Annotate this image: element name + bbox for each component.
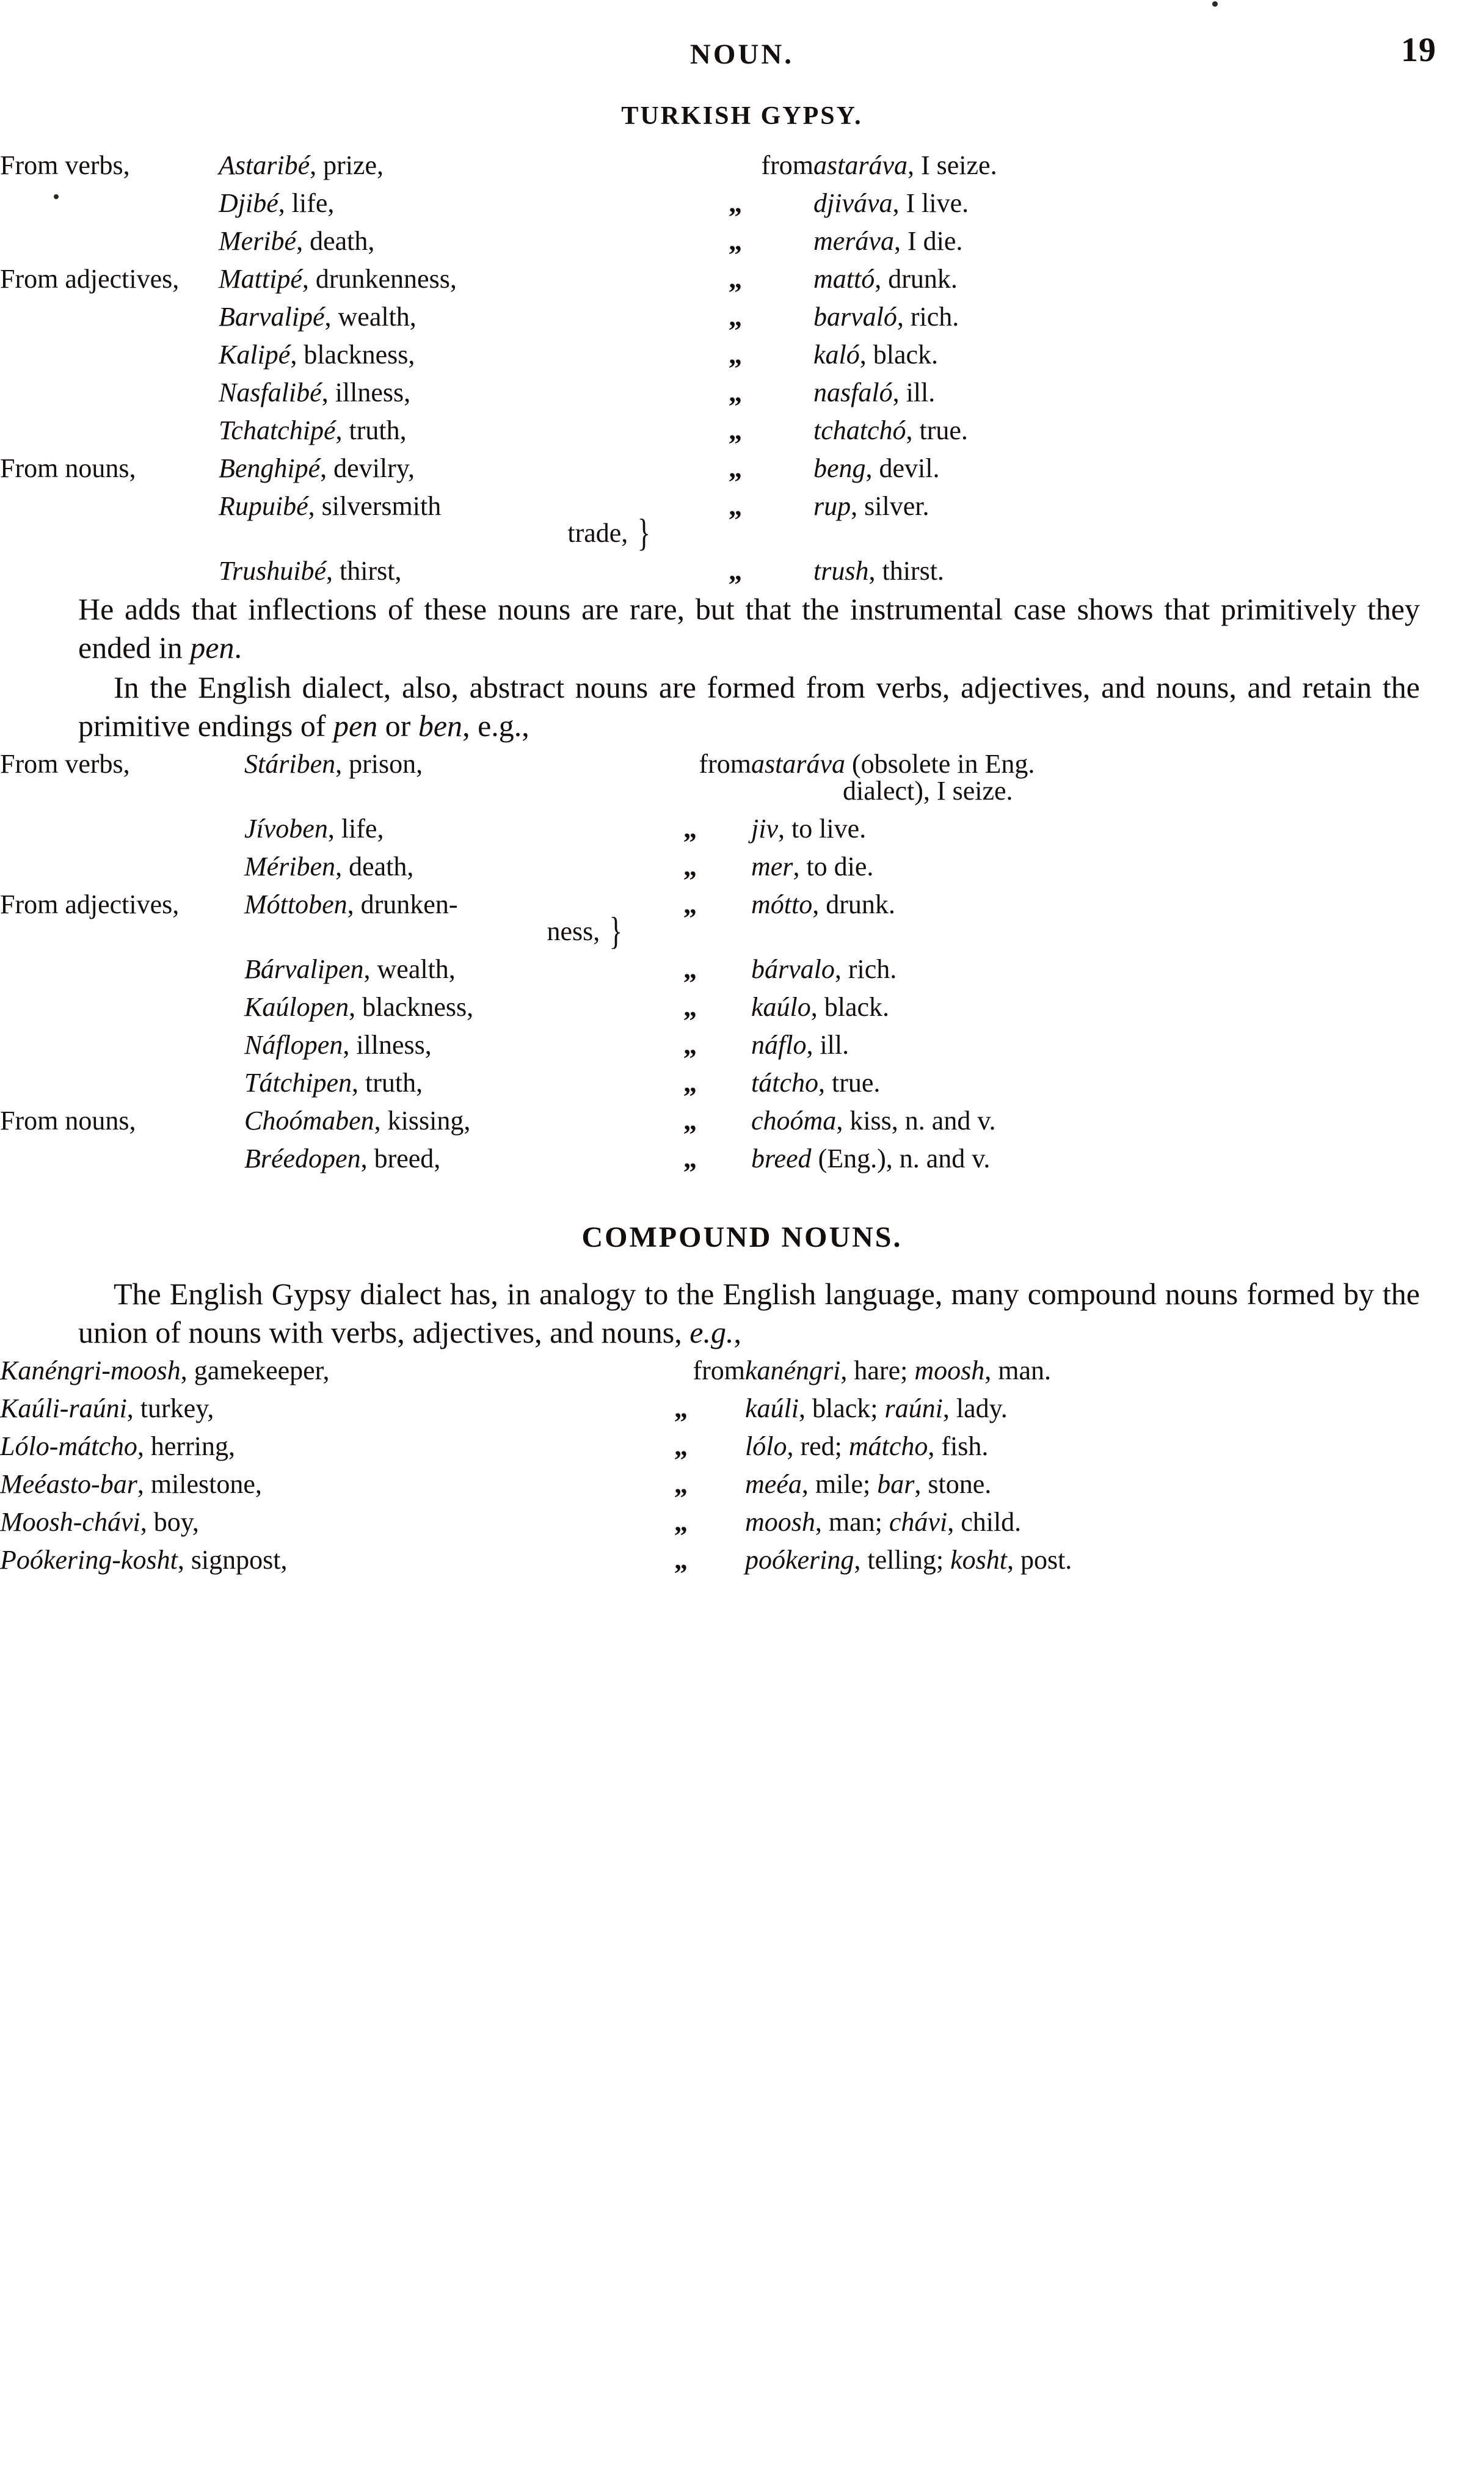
- row-category: [0, 487, 219, 552]
- table-row: [0, 412, 1180, 450]
- table-row: [0, 988, 1215, 1026]
- row-source: kaúlo, black.: [751, 992, 890, 1022]
- section-heading-compound-nouns: [0, 1221, 1484, 1254]
- row-source: rup, silver.: [813, 491, 929, 521]
- row-category: [0, 848, 244, 886]
- stray-mark-icon: [1212, 1, 1218, 7]
- row-from-marker: „: [683, 852, 697, 881]
- table-row: [0, 298, 1180, 336]
- row-category: [0, 336, 219, 374]
- row-term: Choómaben, kissing,: [244, 1106, 471, 1136]
- row-source: tátcho, true.: [751, 1068, 881, 1098]
- row-term: Móttoben, drunken- ness, }: [244, 889, 623, 952]
- row-term: Meéasto-bar, milestone,: [0, 1469, 262, 1499]
- table-row: [0, 951, 1215, 988]
- row-source: djiváva, I live.: [813, 188, 969, 218]
- row-source: astaráva, I seize.: [813, 150, 997, 180]
- row-term: Náflopen, illness,: [244, 1030, 432, 1060]
- compound-nouns-label: COMPOUND NOUNS.: [581, 1221, 903, 1253]
- para2-text-b: , e.g.,: [462, 709, 529, 743]
- para2-italic-pen: pen: [333, 709, 378, 743]
- row-category: [0, 222, 219, 260]
- row-category: From verbs,: [0, 749, 130, 779]
- row-term: Tátchipen, truth,: [244, 1068, 423, 1098]
- row-from-marker: from: [699, 749, 751, 779]
- row-from-marker: „: [683, 992, 697, 1022]
- table-row: [0, 1428, 1356, 1465]
- row-term: Kaúli-raúni, turkey,: [0, 1393, 214, 1423]
- para1-italic: pen: [190, 630, 235, 665]
- row-term: Kanéngri-moosh, gamekeeper,: [0, 1356, 330, 1385]
- row-category: [0, 988, 244, 1026]
- paragraph-english-dialect: [0, 668, 1484, 745]
- row-term: Kaúlopen, blackness,: [244, 992, 474, 1022]
- para3-end: ,: [733, 1315, 741, 1349]
- row-from-marker: from: [761, 150, 813, 180]
- running-head: [0, 0, 1484, 79]
- row-from-marker: „: [683, 954, 697, 984]
- table-row: [0, 147, 1180, 184]
- row-source: nasfaló, ill.: [813, 378, 936, 407]
- row-term: Poókering-kosht, signpost,: [0, 1545, 288, 1575]
- row-term: Stáriben, prison,: [244, 749, 423, 779]
- row-source: jiv, to live.: [751, 814, 867, 844]
- row-term: Astaribé, prize,: [219, 150, 384, 180]
- row-source: breed (Eng.), n. and v.: [751, 1144, 991, 1173]
- page-number: 19: [1401, 31, 1436, 69]
- row-from-marker: „: [729, 415, 742, 445]
- row-category: [0, 810, 244, 848]
- row-term: Bárvalipen, wealth,: [244, 954, 456, 984]
- row-category: [0, 552, 219, 590]
- table-row: [0, 745, 1215, 810]
- row-term: Tchatchipé, truth,: [219, 415, 407, 445]
- paragraph-compound-nouns: [0, 1275, 1484, 1352]
- row-from-marker: „: [674, 1393, 688, 1423]
- para1-line-b-end: .: [234, 630, 242, 665]
- row-from-marker: „: [729, 556, 742, 586]
- para1-line-b: instrumental case shows that primitively they ended in: [78, 592, 1420, 665]
- row-category: [0, 1140, 244, 1178]
- row-from-marker: „: [729, 188, 742, 218]
- row-term: Benghipé, devilry,: [219, 453, 415, 483]
- row-source: kaló, black.: [813, 340, 939, 370]
- row-category: From adjectives,: [0, 889, 180, 919]
- row-from-marker: „: [729, 378, 742, 407]
- para3-italic: e.g.: [689, 1315, 734, 1349]
- row-source: kanéngri, hare; moosh, man.: [745, 1356, 1052, 1385]
- row-from-marker: „: [729, 453, 742, 483]
- paragraph-inflections: [0, 590, 1484, 667]
- row-term: Mattipé, drunkenness,: [219, 264, 457, 294]
- para2-italic-ben: ben: [418, 709, 463, 743]
- table-row: [0, 1140, 1215, 1178]
- row-category: [0, 184, 219, 222]
- row-source: meéa, mile; bar, stone.: [745, 1469, 992, 1499]
- row-term: Djibé, life,: [219, 188, 335, 218]
- para3-text: The English Gypsy dialect has, in analogy to the English language, many compound nouns formed by the union of nouns with verbs, adjectives, and nouns,: [78, 1277, 1420, 1349]
- row-term: Trushuibé, thirst,: [219, 556, 402, 586]
- row-category: From adjectives,: [0, 264, 180, 294]
- row-term: Lólo-mátcho, herring,: [0, 1431, 235, 1461]
- row-term: Barvalipé, wealth,: [219, 302, 416, 332]
- row-category: [0, 374, 219, 412]
- row-from-marker: from: [693, 1356, 745, 1385]
- row-from-marker: „: [729, 264, 742, 294]
- row-source: poókering, telling; kosht, post.: [745, 1545, 1072, 1575]
- row-from-marker: „: [729, 226, 742, 256]
- row-from-marker: „: [674, 1469, 688, 1499]
- row-from-marker: „: [729, 302, 742, 332]
- row-source: trush, thirst.: [813, 556, 944, 586]
- table-row: [0, 810, 1215, 848]
- row-from-marker: „: [683, 889, 697, 919]
- stray-mark-left-icon: [54, 194, 59, 199]
- row-from-marker: „: [683, 814, 697, 844]
- row-category: From nouns,: [0, 453, 136, 483]
- row-source: lólo, red; mátcho, fish.: [745, 1431, 989, 1461]
- table-row: [0, 374, 1180, 412]
- table-row: [0, 552, 1180, 590]
- table-english-dialect: [0, 745, 1215, 1178]
- row-source: náflo, ill.: [751, 1030, 849, 1060]
- row-from-marker: „: [683, 1030, 697, 1060]
- row-from-marker: „: [683, 1144, 697, 1173]
- row-term: Bréedopen, breed,: [244, 1144, 441, 1173]
- page-title: NOUN.: [689, 38, 795, 70]
- row-category: [0, 298, 219, 336]
- table-row: [0, 336, 1180, 374]
- table-row: [0, 1465, 1356, 1503]
- para2-text-a: In the English dialect, also, abstract nouns are formed from verbs, adjectives, and nouns, and retain the primitive endings of: [78, 670, 1420, 743]
- row-from-marker: „: [683, 1106, 697, 1136]
- table-row: [0, 886, 1215, 951]
- table-compound-nouns: [0, 1352, 1356, 1579]
- table-row: [0, 1390, 1356, 1428]
- row-source: barvaló, rich.: [813, 302, 959, 332]
- table-row: [0, 1541, 1356, 1579]
- table-row: [0, 1064, 1215, 1102]
- row-category: From verbs,: [0, 150, 130, 180]
- table-row: [0, 1503, 1356, 1541]
- row-source: kaúli, black; raúni, lady.: [745, 1393, 1008, 1423]
- table-row: [0, 222, 1180, 260]
- row-category: [0, 951, 244, 988]
- para1-line-a: He adds that inflections of these nouns are rare, but that the: [78, 592, 840, 626]
- table-row: [0, 184, 1180, 222]
- row-source: bárvalo, rich.: [751, 954, 897, 984]
- row-source: mattó, drunk.: [813, 264, 958, 294]
- row-term: Mériben, death,: [244, 852, 414, 881]
- row-from-marker: „: [674, 1507, 688, 1537]
- row-category: [0, 1064, 244, 1102]
- row-from-marker: „: [729, 491, 742, 521]
- row-from-marker: „: [674, 1545, 688, 1575]
- row-category: [0, 412, 219, 450]
- row-source: mer, to die.: [751, 852, 874, 881]
- table-row: [0, 1026, 1215, 1064]
- row-source: choóma, kiss, n. and v.: [751, 1106, 996, 1136]
- row-term: Meribé, death,: [219, 226, 375, 256]
- row-source: astaráva (obsolete in Eng. dialect), I seize.: [751, 749, 1035, 806]
- section-heading-turkish-gypsy: TURKISH GYPSY.: [621, 102, 863, 130]
- row-from-marker: „: [683, 1068, 697, 1098]
- row-source: tchatchó, true.: [813, 415, 968, 445]
- row-source: beng, devil.: [813, 453, 940, 483]
- row-source: meráva, I die.: [813, 226, 963, 256]
- row-from-marker: „: [674, 1431, 688, 1461]
- row-category: From nouns,: [0, 1106, 136, 1136]
- table-turkish-gypsy: [0, 147, 1180, 590]
- row-from-marker: „: [729, 340, 742, 370]
- row-source: moosh, man; chávi, child.: [745, 1507, 1022, 1537]
- row-term: Kalipé, blackness,: [219, 340, 415, 370]
- para2-mid: or: [377, 709, 418, 743]
- row-term: Moosh-chávi, boy,: [0, 1507, 199, 1537]
- row-term: Rupuibé, silversmith trade, }: [219, 491, 651, 554]
- table-row: [0, 260, 1180, 298]
- row-term: Jívoben, life,: [244, 814, 384, 844]
- table-row: [0, 1102, 1215, 1140]
- row-category: [0, 1026, 244, 1064]
- table-row: [0, 848, 1215, 886]
- table-row: [0, 450, 1180, 487]
- table-row: [0, 487, 1180, 552]
- row-source: mótto, drunk.: [751, 889, 895, 919]
- table-row: [0, 1352, 1356, 1390]
- row-term: Nasfalibé, illness,: [219, 378, 411, 407]
